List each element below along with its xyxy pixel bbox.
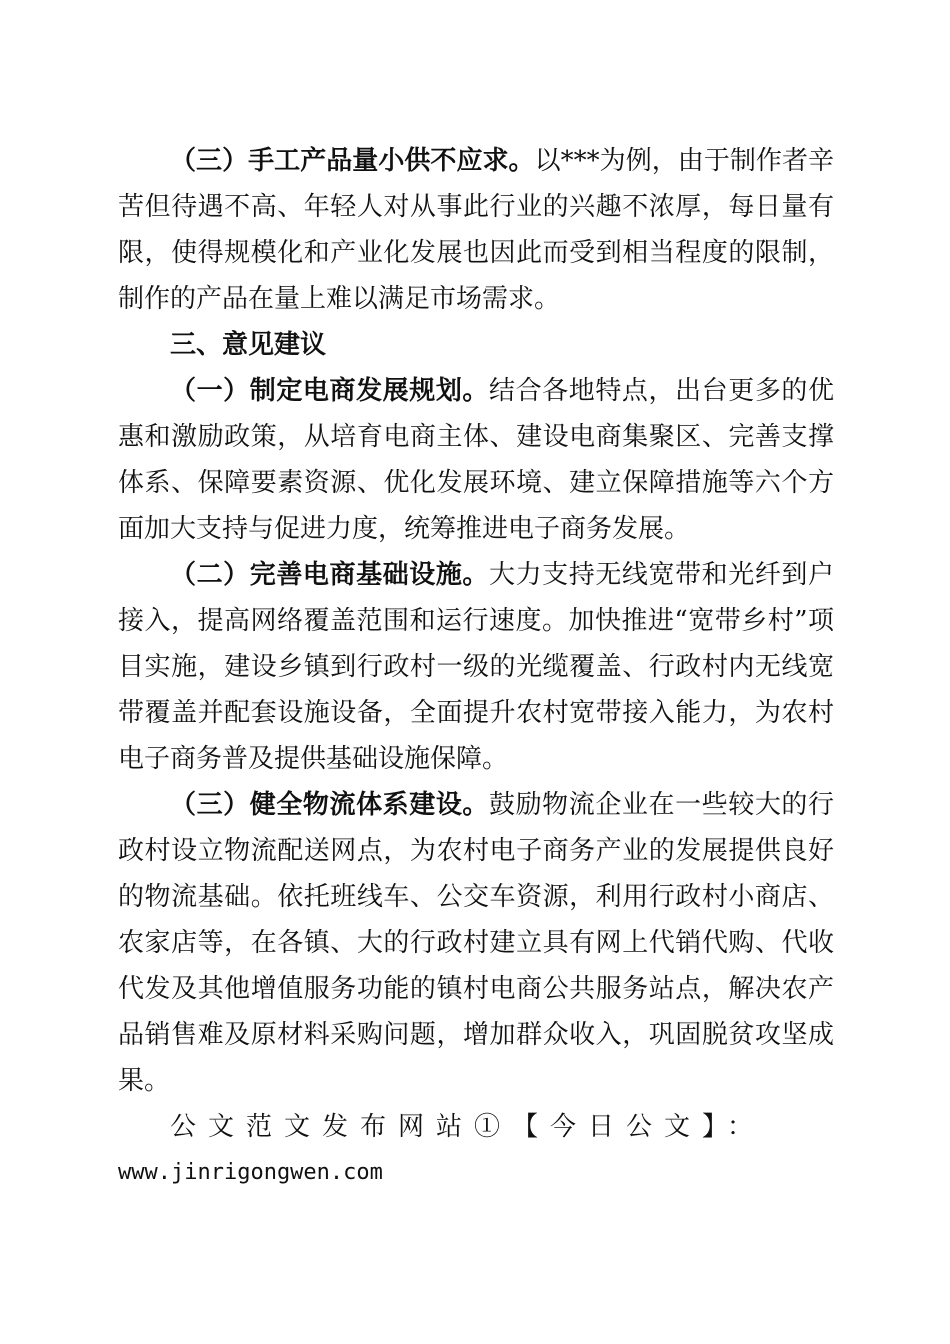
paragraph-lead: （三）健全物流体系建设。 bbox=[170, 790, 489, 820]
section-heading: 三、意见建议 bbox=[170, 330, 327, 360]
footer-url-link[interactable]: www.jinrigongwen.com bbox=[118, 1160, 383, 1185]
paragraph-handmade-products bbox=[118, 138, 834, 322]
paragraph-body: 鼓励物流企业在一些较大的行政村设立物流配送网点，为农村电子商务产业的发展提供良好的物流基础。依托班线车、公交车资源，利用行政村小商店、农家店等，在各镇、大的行政村建立具有网上代销代购、代收代发及其他增值服务功能的镇村电商公共服务站点，解决农产品销售难及原材料采购问题，增加群众收入，巩固脱贫攻坚成果。 bbox=[118, 790, 834, 1096]
paragraph-infrastructure bbox=[118, 552, 834, 782]
footer-note: 公文范文发布网站①【今日公文】： bbox=[170, 1112, 766, 1142]
paragraph-ecommerce-plan bbox=[118, 368, 834, 552]
document-page bbox=[118, 138, 834, 1196]
paragraph-lead: （三）手工产品量小供不应求。 bbox=[170, 146, 535, 176]
paragraph-logistics bbox=[118, 782, 834, 1104]
paragraph-lead: （一）制定电商发展规划。 bbox=[170, 376, 489, 406]
paragraph-body: 结合各地特点，出台更多的优惠和激励政策，从培育电商主体、建设电商集聚区、完善支撑体系、保障要素资源、优化发展环境、建立保障措施等六个方面加大支持与促进力度，统筹推进电子商务发展。 bbox=[118, 376, 834, 544]
paragraph-body: 大力支持无线宽带和光纤到户接入，提高网络覆盖范围和运行速度。加快推进“宽带乡村”项目实施，建设乡镇到行政村一级的光缆覆盖、行政村内无线宽带覆盖并配套设施设备，全面提升农村宽带接入能力，为农村电子商务普及提供基础设施保障。 bbox=[118, 560, 834, 774]
paragraph-lead: （二）完善电商基础设施。 bbox=[170, 560, 489, 590]
paragraph-body: 以***为例，由于制作者辛苦但待遇不高、年轻人对从事此行业的兴趣不浓厚，每日量有限，使得规模化和产业化发展也因此而受到相当程度的限制，制作的产品在量上难以满足市场需求。 bbox=[118, 146, 834, 314]
